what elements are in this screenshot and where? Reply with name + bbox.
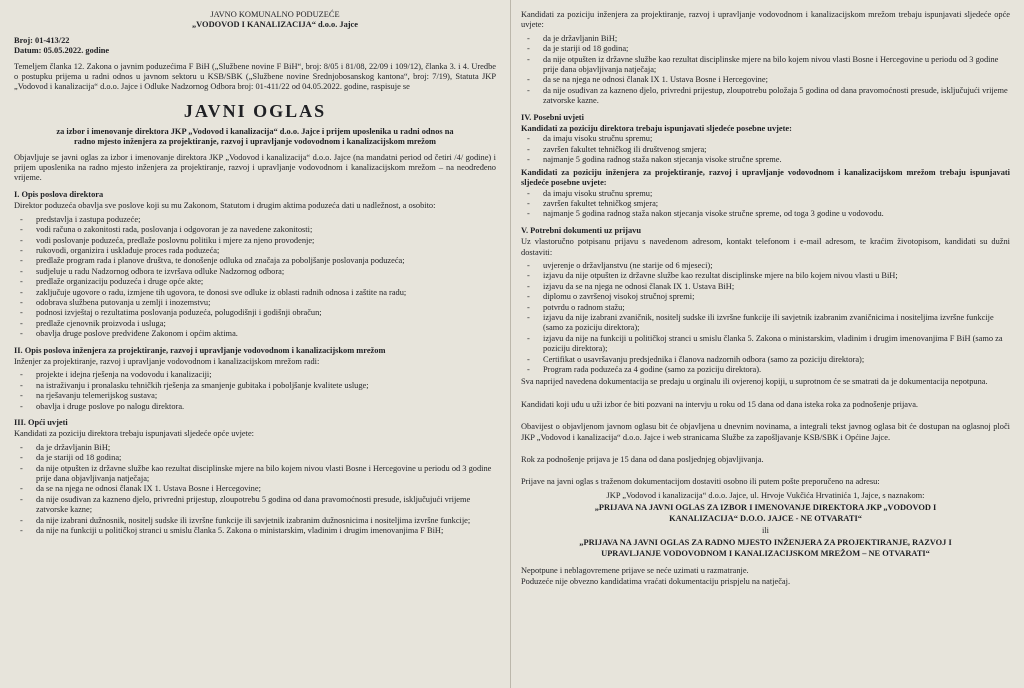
closing-address: JKP „Vodovod i kanalizacija“ d.o.o. Jajce, ul. Hrvoje Vukčića Hrvatinića 1, Jajce, s naznakom: (606, 490, 925, 500)
list-item: - najmanje 5 godina radnog staža nakon stjecanja visoke stručne spreme. (543, 155, 1010, 165)
list-item: - da se na njega ne odnosi članak IX 1. Ustava Bosne i Hercegovine; (36, 484, 496, 494)
list-item: - podnosi izvještaj o rezultatima poslovanja poduzeća, polugodišnji i godišnji obračun; (36, 308, 496, 318)
section2-heading: II. Opis poslova inženjera za projektiranje, razvoj i upravljanje vodovodnom i kanalizacijskom mrežom (14, 345, 386, 355)
list-item: - predstavlja i zastupa poduzeće; (36, 215, 496, 225)
left-column (0, 0, 510, 688)
closing-incomplete: Nepotpune i neblagovremene prijave se neće uzimati u razmatranje. (521, 566, 749, 576)
notice-engineer: „PRIJAVA NA JAVNI OGLAS ZA RADNO MJESTO INŽENJERA ZA PROJEKTIRANJE, RAZVOJ I UPRAVLJANJE VODOVODNOM I KANALIZACIJSKOM MREŽOM – NE OTVARATI“ (579, 538, 952, 558)
ad-intro: Objavljuje se javni oglas za izbor i imenovanje direktora JKP „Vodovod i kanalizacija“ d.o.o. Jajce (na mandatni period od četiri /4/ godine) i prijem uposlenika na radno mjesto inženjera za projektiranje, razvoj i upravljanje vodovodnom i kanalizacijskom mrežom – na neodređeno vrijeme. (14, 152, 496, 183)
section5-list (521, 261, 1010, 375)
list-item: - predlaže program rada i planove društva, te donošenje odluka od značaja za poboljšanje poslovanja poduzeća; (36, 256, 496, 266)
list-item: - najmanje 5 godina radnog staža nakon stjecanja visoke stručne spreme, od toga 3 godine u vodovodu. (543, 209, 1010, 219)
list-item: - da je državljanin BiH; (543, 34, 1010, 44)
list-item: - da je državljanin BiH; (36, 443, 496, 453)
section3-engineer-intro: Kandidati za poziciju inženjera za projektiranje, razvoj i upravljanje vodovodnom i kanalizacijskom mrežom trebaju ispunjavati sljedeće opće uvjete: (521, 10, 1010, 30)
list-item: - sudjeluje u radu Nadzornog odbora te izvršava odluke Nadzornog odbora; (36, 267, 496, 277)
list-item: - završen fakultet tehničkog ili društvenog smjera; (543, 145, 1010, 155)
list-item: - vodi poslovanje poduzeća, predlaže poslovnu politiku i mjere za njeno provođenje; (36, 236, 496, 246)
list-item: - da imaju visoku stručnu spremu; (543, 134, 1010, 144)
closing-return: Poduzeće nije obvezno kandidatima vraćati dokumentaciju prispjelu na natječaj. (521, 576, 791, 586)
list-item: - izjavu da nije izabrani zvaničnik, nositelj sudske ili izvršne funkcije ili savjetnik izabranim zvaničnicima i nositeljima izvršne funkcije (samo za poziciju direktora); (543, 313, 1010, 334)
list-item: - izjavu da nije otpušten iz državne službe kao rezultat disciplinske mjere na bilo kojem nivou vlasti u BiH; (543, 271, 1010, 281)
section4-engineer-list (521, 189, 1010, 220)
list-item: - izjavu da se na njega ne odnosi članak IX 1. Ustava BiH; (543, 282, 1010, 292)
section5-outro: Sva naprijed navedena dokumentacija se predaju u orginalu ili ovjerenoj kopiji, u suprotnom će se smatrati da je dokumentacija nepotpuna. (521, 377, 988, 387)
notice-or: ili (762, 526, 769, 536)
section2-list (14, 370, 496, 412)
list-item: - da je stariji od 18 godina; (36, 453, 496, 463)
list-item: - izjavu da nije na funkciji u političkoj stranci u smislu članka 5. Zakona o ministarskim, vladinim i drugim imenovanjima F BiH (samo za poziciju direktora); (543, 334, 1010, 355)
list-item: - odobrava službena putovanja u zemlji i inozemstvu; (36, 298, 496, 308)
section4-director-list (521, 134, 1010, 165)
section5-heading: V. Potrebni dokumenti uz prijavu (521, 225, 641, 235)
list-item: - da nije na funkciji u političkoj stranci u smislu članka 5. Zakona o ministarskim, vladinim i drugim imenovanjima F BiH; (36, 526, 496, 536)
closing-publication: Obavijest o objavljenom javnom oglasu bit će objavljena u dnevnim novinama, a integrali tekst javnog oglasa bit će dostupan na oglasnoj ploči JKP „Vodovod i kanalizacija“ d.o.o. Jajce i web stranicama Službe za zapošljavanje KSB/SBK i Općine Jajce. (521, 422, 1010, 442)
list-item: - da nije osuđivan za kazneno djelo, privredni prijestup, zloupotrebu položaja 5 godina od dana pravomoćnosti presude, isključujući vrijeme zatvorske kazne. (543, 86, 1010, 107)
list-item: - predlaže organizaciju poduzeća i druge opće akte; (36, 277, 496, 287)
company-name-line2: „VODOVOD I KANALIZACIJA“ d.o.o. Jajce (191, 20, 358, 30)
section4-engineer-intro: Kandidati za poziciju inženjera za projektiranje, razvoj i upravljanje vodovodnom i kanalizacijskom mrežom trebaju ispunjavati sljedeće posebne uvjete: (521, 167, 1010, 188)
section3-director-intro: Kandidati za poziciju direktora trebaju ispunjavati sljedeće opće uvjete: (14, 429, 254, 439)
section3-heading: III. Opći uvjeti (14, 418, 68, 427)
list-item: - zaključuje ugovore o radu, izmjene tih ugovora, te donosi sve odluke iz oblasti radnih odnosa i zaštite na radu; (36, 288, 496, 298)
list-item: - da se na njega ne odnosi članak IX 1. Ustava Bosne i Hercegovine; (543, 75, 1010, 85)
list-item: - predlaže cjenovnik proizvoda i usluga; (36, 319, 496, 329)
document-number: Broj: 01-413/22 (14, 35, 70, 45)
list-item: - obavlja druge poslove predviđene Zakonom i općim aktima. (36, 329, 496, 339)
list-item: - potvrdu o radnom stažu; (543, 303, 1010, 313)
list-item: - projekte i idejna rješenja na vodovodu i kanalizaciji; (36, 370, 496, 380)
notice-director: „PRIJAVA NA JAVNI OGLAS ZA IZBOR I IMENOVANJE DIREKTORA JKP „VODOVOD I KANALIZACIJA“ D.O.O. JAJCE - NE OTVARATI“ (594, 503, 937, 523)
list-item: - Program rada poduzeća za 4 godine (samo za poziciju direktora). (543, 365, 1010, 375)
list-item: - diplomu o završenoj visokoj stručnoj spremi; (543, 292, 1010, 302)
list-item: - vodi računa o zakonitosti rada, poslovanja i odgovoran je za navedene zakonitosti; (36, 225, 496, 235)
right-column (510, 0, 1024, 688)
list-item: - rukovodi, organizira i usklađuje proces rada poduzeća; (36, 246, 496, 256)
list-item: - Certifikat o usavršavanju predsjednika i članova nadzornih odbora (samo za poziciju direktora); (543, 355, 1010, 365)
section1-intro: Direktor poduzeća obavlja sve poslove koji su mu Zakonom, Statutom i drugim aktima poduzeća dati u nadležnost, a osobito: (14, 201, 436, 211)
list-item: - obavlja i druge poslove po nalogu direktora. (36, 402, 496, 412)
section2-intro: Inženjer za projektiranje, razvoj i upravljanje vodovodnom i kanalizacijskom mrežom radi: (14, 356, 320, 366)
closing-submission: Prijave na javni oglas s traženom dokumentacijom dostaviti osobno ili putem pošte preporučeno na adresu: (521, 477, 880, 487)
page-title: JAVNI OGLAS (183, 100, 327, 121)
section1-heading: I. Opis poslova direktora (14, 189, 104, 199)
section3-director-list (14, 443, 496, 537)
list-item: - da imaju visoku stručnu spremu; (543, 189, 1010, 199)
ad-subtitle: za izbor i imenovanje direktora JKP „Vodovod i kanalizacija“ d.o.o. Jajce i prijem uposlenika u radni odnos na radno mjesto inženjera za projektiranje, razvoj i upravljanje vodovodnom i kanalizacijskom mrežom (56, 126, 454, 147)
company-name-line1: JAVNO KOMUNALNO PODUZEĆE (210, 10, 340, 19)
section4-director-intro: Kandidati za poziciju direktora trebaju ispunjavati sljedeće posebne uvjete: (521, 124, 792, 134)
company-header (54, 10, 496, 31)
list-item: - uvjerenje o državljanstvu (ne starije od 6 mjeseci); (543, 261, 1010, 271)
list-item: - da nije otpušten iz državne službe kao rezultat disciplinske mjere na bilo kojem nivou vlasti Bosne i Hercegovine u periodu od 3 godine prije dana objavljivanja natječaja; (543, 55, 1010, 76)
list-item: - da nije izabrani dužnosnik, nositelj sudske ili izvršne funkcije ili savjetnik izabranim dužnosnicima i nositeljima izvršne funkcije; (36, 516, 496, 526)
closing-interview: Kandidati koji uđu u uži izbor će biti pozvani na intervju u roku od 15 dana od dana isteka roka za podnošenje prijava. (521, 399, 918, 409)
preamble: Temeljem članka 12. Zakona o javnim poduzećima F BiH („Službene novine F BiH“, broj: 8/05 i 81/08, 22/09 i 109/12), članka 3. i 4. Uredbe o postupku prijema u radni odnos u javnom sektoru u KSB/SBK („Službene novine Srednjobosanskog kantona“, broj: 7/19), Statuta JKP „Vodovod i kanalizacija“ d.o.o. Jajce i Odluke Nadzornog Odbora broj: 01-411/22 od 04.05.2022. godine, raspisuje se (14, 61, 496, 92)
list-item: - da je stariji od 18 godina; (543, 44, 1010, 54)
list-item: - na rješavanju telemerijskog sustava; (36, 391, 496, 401)
list-item: - završen fakultet tehničkog smjera; (543, 199, 1010, 209)
section4-heading: IV. Posebni uvjeti (521, 112, 584, 122)
list-item: - da nije otpušten iz državne službe kao rezultat disciplinske mjere na bilo kojem nivou vlasti Bosne i Hercegovine u periodu od 3 godine prije dana objavljivanja natječaja; (36, 464, 496, 485)
section5-intro: Uz vlastoručno potpisanu prijavu s navedenom adresom, kontakt telefonom i e-mail adresom, te kraćim životopisom, kandidati su dužni dostaviti: (521, 237, 1010, 257)
list-item: - da nije osuđivan za kazneno djelo, privredni prijestup, zloupotrebu 5 godina od dana pravomoćnosti presude, isključujući vrijeme zatvorske kazne; (36, 495, 496, 516)
closing-deadline: Rok za podnošenje prijava je 15 dana od dana posljednjeg objavljivanja. (521, 455, 764, 465)
section3-engineer-list (521, 34, 1010, 107)
document-date: Datum: 05.05.2022. godine (14, 46, 110, 56)
section1-list (14, 215, 496, 340)
list-item: - na istraživanju i pronalasku tehničkih rješenja za smanjenje gubitaka i poboljšanje kvalitete usluge; (36, 381, 496, 391)
